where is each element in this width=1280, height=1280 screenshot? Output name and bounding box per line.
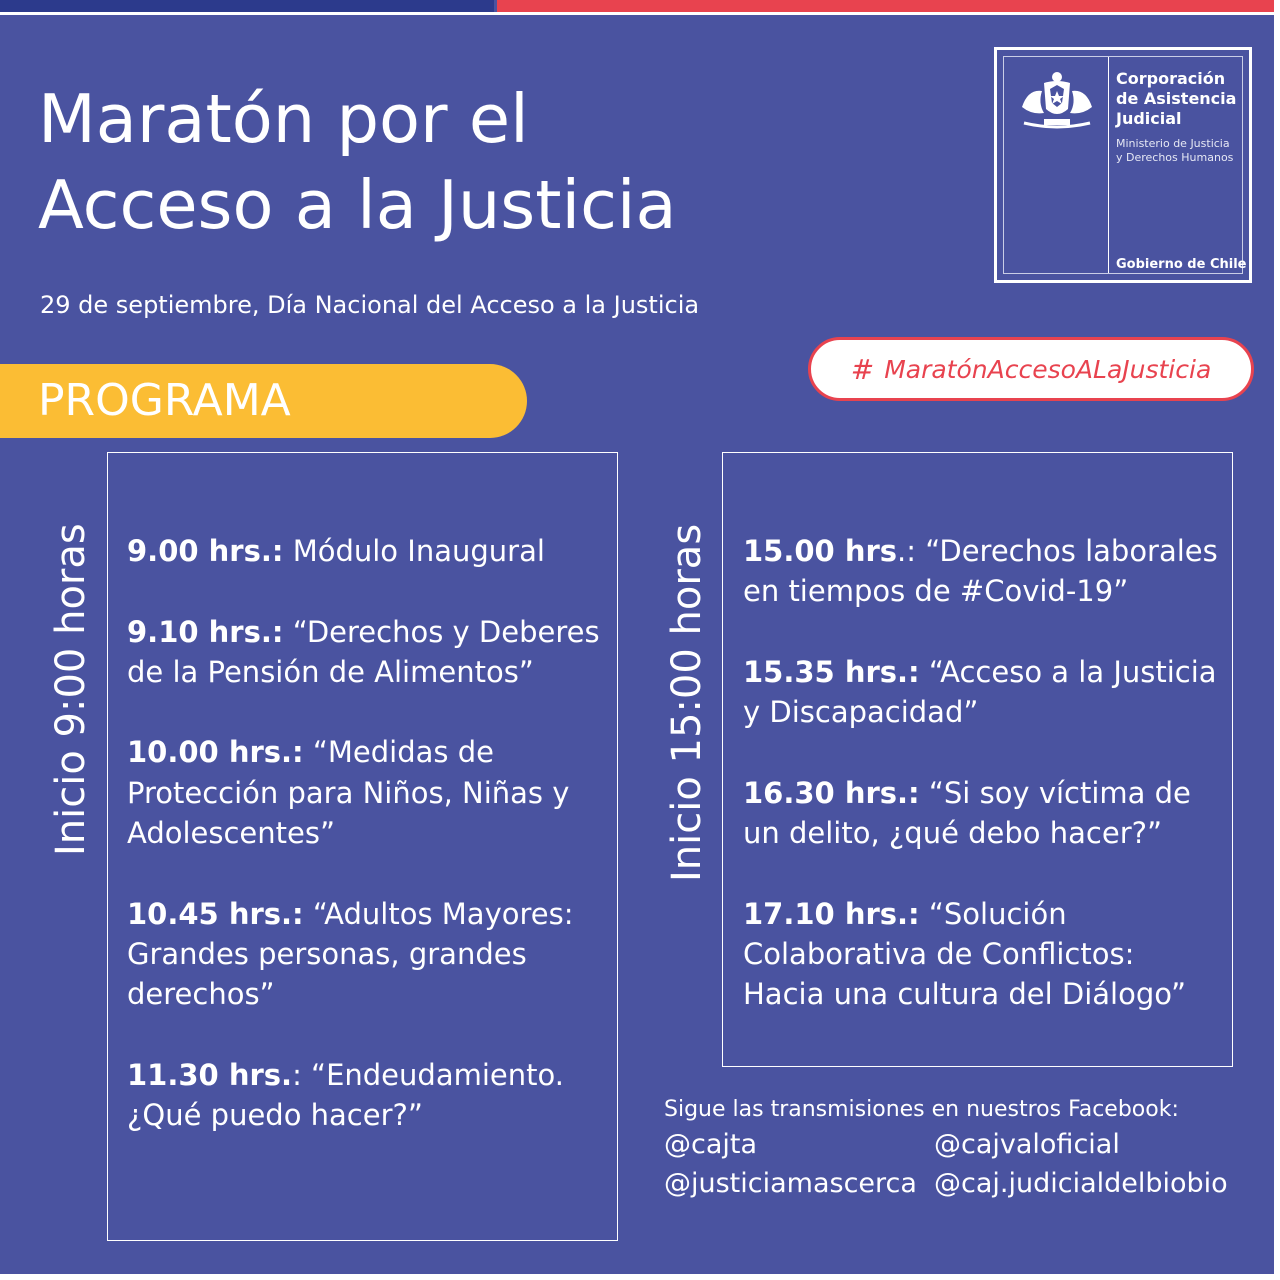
facebook-handle[interactable]: @cajvaloficial	[934, 1129, 1120, 1160]
logo-org-line-3: Judicial	[1116, 109, 1182, 128]
item-title: “Derechos y Deberes de la Pensión de Alimentos”	[127, 614, 600, 689]
facebook-handle[interactable]: @cajta	[664, 1129, 758, 1160]
item-time: 16.30 hrs.:	[743, 775, 920, 810]
schedule-item	[743, 773, 1223, 854]
item-time: 10.45 hrs.:	[127, 896, 304, 931]
item-time: 9.10 hrs.:	[127, 614, 284, 649]
facebook-handle[interactable]: @caj.judicialdelbiobio	[934, 1168, 1228, 1199]
item-title: “Adultos Mayores: Grandes personas, grandes derechos”	[127, 896, 574, 1012]
hashtag-icon: #	[850, 352, 875, 386]
afternoon-start-label: Inicio 15:00 horas	[664, 523, 710, 882]
morning-items	[127, 531, 607, 1176]
item-time: 15.35 hrs.:	[743, 654, 920, 689]
schedule-item	[127, 531, 607, 571]
coat-of-arms-icon	[1014, 69, 1100, 135]
schedule-item	[127, 612, 607, 693]
caj-logo	[994, 47, 1252, 283]
logo-org-line-2: de Asistencia	[1116, 89, 1237, 108]
logo-ministry-line-2: y Derechos Humanos	[1116, 151, 1234, 164]
top-bar-blue	[0, 0, 494, 12]
morning-start-label: Inicio 9:00 horas	[48, 523, 94, 856]
item-time: 10.00 hrs.:	[127, 735, 304, 770]
item-time: 17.10 hrs.:	[743, 896, 920, 931]
schedule-item	[743, 652, 1223, 733]
schedule-item	[127, 1055, 607, 1136]
item-title: “Medidas de Protección para Niños, Niñas y Adolescentes”	[127, 735, 570, 851]
title-line-2: Acceso a la Justicia	[38, 166, 677, 244]
logo-organization	[1116, 69, 1236, 129]
logo-org-line-1: Corporación	[1116, 69, 1226, 88]
item-time: 9.00 hrs.:	[127, 534, 284, 568]
item-title: “Acceso a la Justicia y Discapacidad”	[743, 654, 1217, 730]
facebook-handle[interactable]: @justiciamascerca	[664, 1168, 917, 1199]
subtitle: 29 de septiembre, Día Nacional del Acceso a la Justicia	[40, 291, 700, 319]
item-title: .: “Derechos laborales en tiempos de #Covid-19”	[743, 534, 1218, 609]
social-lead: Sigue las transmisiones en nuestros Facebook:	[664, 1097, 1179, 1122]
schedule-item	[127, 732, 607, 853]
programa-banner: PROGRAMA	[0, 364, 527, 438]
logo-divider	[1108, 57, 1109, 273]
item-time: 11.30 hrs.	[127, 1057, 293, 1092]
page-title	[38, 76, 798, 248]
hashtag-badge	[808, 337, 1254, 401]
hashtag-text: MaratónAccesoALaJusticia	[884, 354, 1212, 384]
item-title: Módulo Inaugural	[283, 534, 545, 568]
logo-ministry	[1116, 137, 1233, 165]
frame-edge-bottom	[0, 1274, 1280, 1280]
item-title: “Solución Colaborativa de Conflictos: Hacia una cultura del Diálogo”	[743, 896, 1186, 1012]
schedule-item	[743, 894, 1223, 1015]
logo-ministry-line-1: Ministerio de Justicia	[1116, 137, 1230, 150]
top-divider	[0, 12, 1280, 15]
social-handles	[664, 1126, 1234, 1202]
frame-edge-right	[1274, 0, 1280, 1280]
schedule-item	[127, 894, 607, 1015]
item-title: : “Endeudamiento. ¿Qué puedo hacer?”	[127, 1057, 564, 1133]
afternoon-items	[743, 531, 1223, 1055]
schedule-item	[743, 531, 1223, 612]
social-section	[664, 1097, 1234, 1202]
logo-government: Gobierno de Chile	[1116, 257, 1247, 272]
title-line-1: Maratón por el	[38, 80, 529, 158]
item-title: “Si soy víctima de un delito, ¿qué debo hacer?”	[743, 775, 1191, 851]
logo-frame	[1003, 56, 1247, 274]
top-bar-red	[497, 0, 1280, 12]
item-time: 15.00 hrs	[743, 534, 898, 568]
